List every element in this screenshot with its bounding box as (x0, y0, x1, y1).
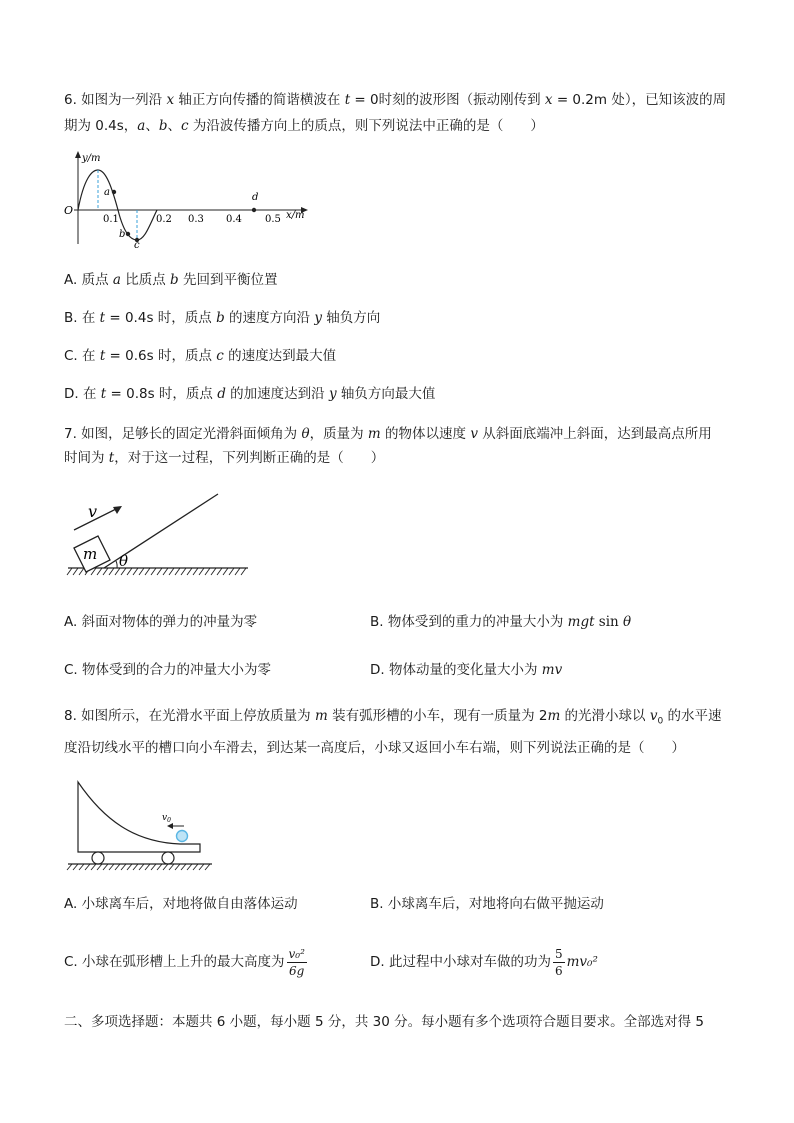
q6-tick-0.1: 0.1 (103, 214, 119, 225)
q6-stem-line1: 6. 如图为一列沿 x 轴正方向传播的简谐横波在 t = 0时刻的波形图（振动刚传到 x = 0.2m 处），已知该波的周 (64, 92, 727, 108)
q6-label-c: c (134, 240, 140, 248)
q7-stem-line2: 时间为 t，对于这一过程，下列判断正确的是（ ） (64, 450, 385, 466)
q6-label-d: d (252, 192, 259, 203)
q6-tick-0.3: 0.3 (188, 214, 204, 225)
q6-point-b (126, 232, 130, 236)
q8-option-a: A. 小球离车后，对地将做自由落体运动 (64, 896, 298, 912)
section-2-heading: 二、多项选择题：本题共 6 小题，每小题 5 分，共 30 分。每小题有多个选项符合题目要求。全部选对得 5 (64, 1014, 704, 1030)
q7-block-label: m (83, 545, 98, 563)
q8-v0-label: $v_0$ (162, 813, 171, 824)
q7-option-b: B. 物体受到的重力的冲量大小为 mgt sin θ (370, 614, 632, 630)
q6-option-d: D. 在 t = 0.8s 时，质点 d 的加速度达到沿 y 轴负方向最大值 (64, 386, 436, 402)
q8-option-d-fraction: $\frac{5}{6}$ (554, 946, 563, 978)
q6-tick-0.4: 0.4 (226, 214, 242, 225)
q6-option-b: B. 在 t = 0.4s 时，质点 b 的速度方向沿 y 轴负方向 (64, 310, 381, 326)
q7-incline-figure (64, 490, 254, 580)
q8-option-b: B. 小球离车后，对地将向右做平抛运动 (370, 896, 604, 912)
q8-option-c: C. 小球在弧形槽上上升的最大高度为 $\frac{\text{v₀²}}{6g}$ (64, 946, 305, 978)
q7-velocity-label: v (88, 502, 98, 521)
q6-stem-line2: 期为 0.4s，a、b、c 为沿波传播方向上的质点，则下列说法中正确的是（ ） (64, 118, 544, 134)
q6-option-a: A. 质点 a 比质点 b 先回到平衡位置 (64, 272, 278, 288)
q6-label-a: a (104, 187, 110, 198)
q8-cart-figure (64, 776, 224, 872)
q7-option-d: D. 物体动量的变化量大小为 mv (370, 662, 563, 678)
q6-x-label: x/m (286, 210, 305, 221)
q7-option-a: A. 斜面对物体的弹力的冲量为零 (64, 614, 258, 630)
q8-option-c-fraction: $\frac{\text{v₀²}}{6g}$ (288, 946, 305, 978)
q6-tick-0.2: 0.2 (156, 214, 172, 225)
q7-option-c: C. 物体受到的合力的冲量大小为零 (64, 662, 272, 678)
q6-wave-curve (78, 170, 157, 240)
q6-point-a (112, 190, 116, 194)
q6-tick-0.5: 0.5 (265, 214, 281, 225)
q8-wheel-right (162, 852, 174, 864)
q6-point-d (252, 208, 256, 212)
q6-label-b: b (119, 229, 126, 240)
q8-wheel-left (92, 852, 104, 864)
q6-origin-label: O (64, 204, 74, 217)
q7-angle-label: θ (119, 552, 129, 570)
q8-option-d: D. 此过程中小球对车做的功为 $\frac{5}{6}$ mv₀² (370, 946, 598, 978)
q6-option-c: C. 在 t = 0.6s 时，质点 c 的速度达到最大值 (64, 348, 337, 364)
q6-y-label: y/m (82, 153, 101, 164)
q8-ball (177, 831, 188, 842)
q7-stem-line1: 7. 如图，足够长的固定光滑斜面倾角为 θ，质量为 m 的物体以速度 v 从斜面底端冲上斜面，达到最高点所用 (64, 426, 712, 442)
q8-stem-line1: 8. 如图所示，在光滑水平面上停放质量为 m 装有弧形槽的小车，现有一质量为 2m 的光滑小球以 $v_0$ 的水平速 (64, 708, 722, 727)
q8-stem-line2: 度沿切线水平的槽口向小车滑去，到达某一高度后，小球又返回小车右端，则下列说法正确的是（ ） (64, 740, 685, 756)
q6-wave-figure (60, 148, 320, 248)
